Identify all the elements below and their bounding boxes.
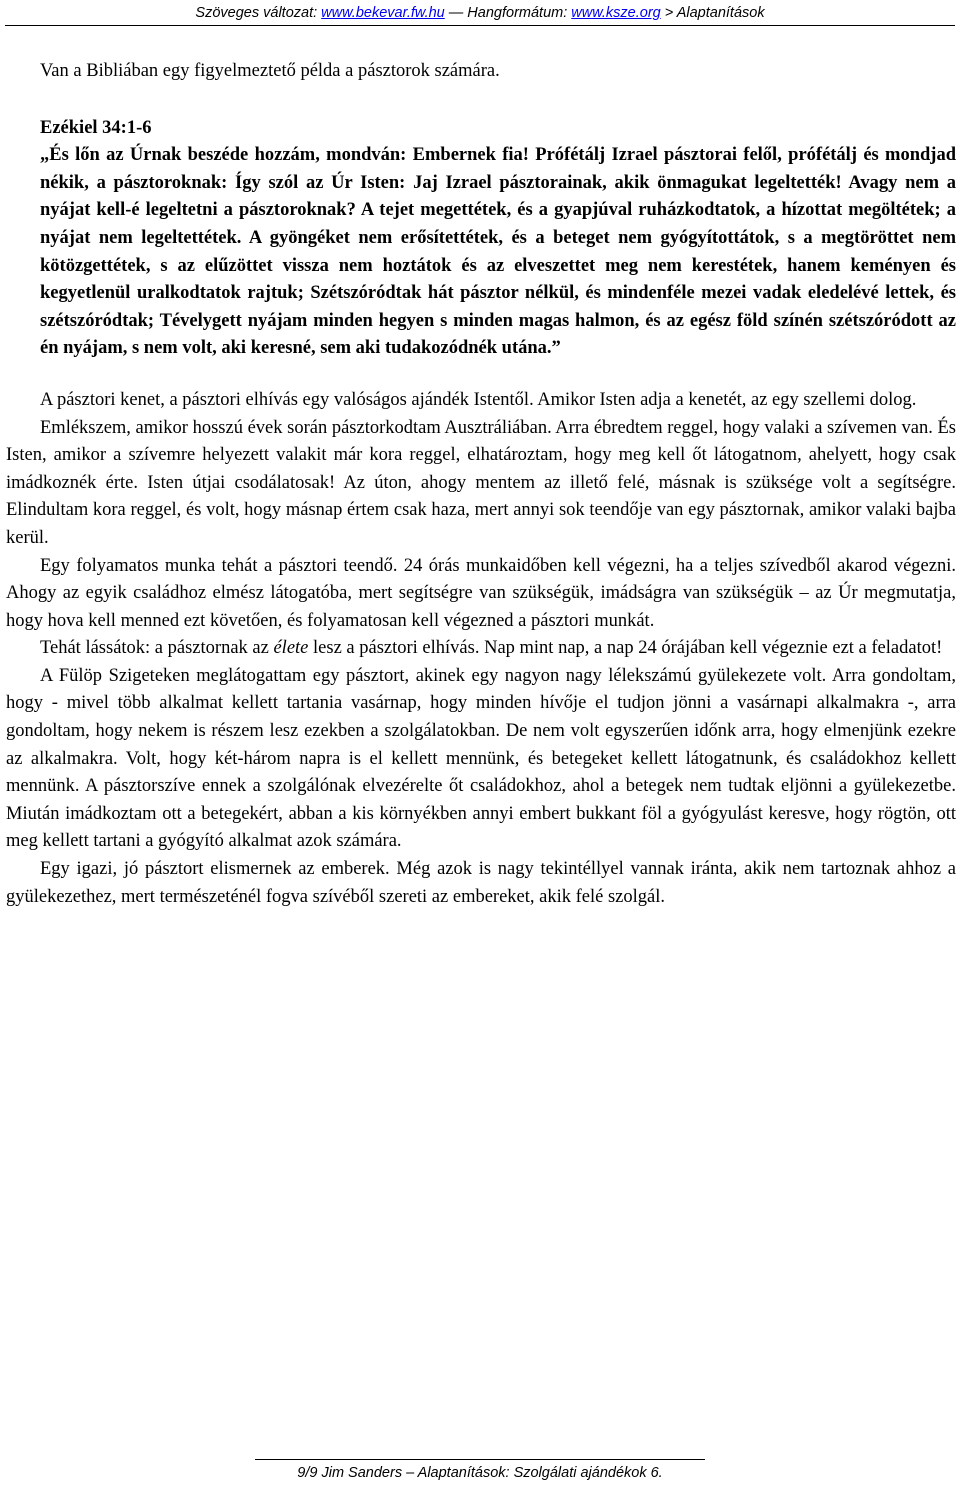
paragraph-tehat — [6, 635, 956, 663]
header-prefix: Szöveges változat: — [195, 5, 322, 21]
scripture-reference: Ezékiel 34:1-6 — [40, 117, 152, 138]
page-header — [0, 4, 960, 22]
paragraph-fulop: A Fülöp Szigeteken meglátogattam egy pásztort, akinek egy nagyon nagy lélekszámú gyülekezete volt. Arra gondoltam, hogy - mivel több alkalmat kellett tartania vasárnap, hogy minden hívője el tudjon jönni a vasárnapi alkalmakra -, arra gondoltam, hogy nekem is részem lesz ezekben a szolgálatokban. De nem volt egyszerűen időnk arra, hogy elmenjünk ezekre az alkalmakra. Volt, hogy két-három napra is el kellett mennünk, és betegeket kellett látogatnunk, és családokhoz kellett mennünk. A pásztorszíve ennek a szolgálónak elvezérelte őt családokhoz, ahol a betegek nem tudtak eljönni a gyülekezetbe. Miután imádkoztam ott a betegekért, abban a kis környékben annyi embert bukkant föl a gyógyulást keresve, hogy rögtön, ott meg kellett tartani a gyógyító alkalmat azok számára. — [6, 665, 956, 852]
page-footer: 9/9 Jim Sanders – Alaptanítások: Szolgálati ajándékok 6. — [297, 1465, 663, 1481]
tehat-before: Tehát lássátok: a pásztornak az — [40, 638, 274, 659]
tehat-emphasis: élete — [273, 638, 309, 659]
header-suffix: > Alaptanítások — [660, 5, 765, 21]
document-body — [6, 58, 956, 911]
paragraph-kenet: A pásztori kenet, a pásztori elhívás egy valóságos ajándék Istentől. Amikor Isten adja a kenetét, az egy szellemi dolog. — [40, 389, 917, 410]
paragraph-igazi-pasztor: Egy igazi, jó pásztort elismernek az emberek. Még azok is nagy tekintéllyel vannak iránta, akik nem tartoznak ahhoz a gyülekezethez, mert természeténél fogva szívéből szereti az embereket, akik felé szolgál. — [6, 859, 956, 907]
header-middle: — Hangformátum: — [444, 5, 572, 21]
header-divider — [5, 25, 955, 26]
paragraph-folyamatos: Egy folyamatos munka tehát a pásztori teendő. 24 órás munkaidőben kell végezni, ha a teljes szívedből akarod végezni. Ahogy az egyik családhoz elmész látogatóba, mert segítségre van szükségük, imádságra van szükségük – az Úr megmutatja, hogy hova kell menned ezt követően, és folyamatosan kell végezned a pásztori munkát. — [6, 555, 956, 631]
paragraph-ausztralia: Emlékszem, amikor hosszú évek során pásztorkodtam Ausztráliában. Arra ébredtem reggel, hogy valaki a szívemen van. És Isten, amikor a szívemre helyezett valakit már kora reggel, elhatároztam, hogy meg kell őt látogatnom, ahelyett, hogy csak imádkoznék érte. Isten útjai csodálatosak! Az úton, ahogy mentem az illető felé, másnak is szüksége volt a segítségre. Elindultam kora reggel, és volt, hogy másnap értem csak haza, mert annyi sok teendője van egy pásztornak, amikor valaki bajba kerül. — [6, 417, 956, 548]
ksze-link[interactable]: www.ksze.org — [571, 5, 661, 21]
footer-divider — [255, 1459, 705, 1460]
intro-paragraph: Van a Bibliában egy figyelmeztető példa a pásztorok számára. — [40, 61, 500, 81]
tehat-after: lesz a pásztori elhívás. Nap mint nap, a nap 24 órájában kell végeznie ezt a feladatot! — [308, 638, 943, 659]
scripture-quote — [6, 115, 956, 363]
scripture-text: „És lőn az Úrnak beszéde hozzám, mondván: Embernek fia! Prófétálj Izrael pásztorai felől, prófétálj és mondjad nékik, a pásztoroknak: Így szól az Úr Isten: Jaj Izrael pásztorainak, akik önmagukat legeltették! Avagy nem a nyájat kell-é legeltetni a pásztoroknak? A tejet megettétek, és a gyapjúval ruházkodtatok, a hízottat megöltétek; a nyájat nem legeltettétek. A gyöngéket nem erősítettétek, és a beteget nem gyógyítottátok, s a megtöröttet nem kötözgettétek, s az elűzöttet vissza nem hoztátok és az elveszettet meg nem kerestétek, hanem keményen és kegyetlenül uralkodtatok rajtuk; Szétszóródtak hát pásztor nélkül, és mindenféle mezei vadak eledelévé lettek, és szétszóródtak; Tévelygett nyájam minden hegyen s minden magas halmon, és az egész föld színén szétszóródott az én nyájam, s nem volt, aki keresné, sem aki tudakozódnék utána.” — [40, 145, 956, 359]
bekevar-link[interactable]: www.bekevar.fw.hu — [321, 5, 445, 21]
